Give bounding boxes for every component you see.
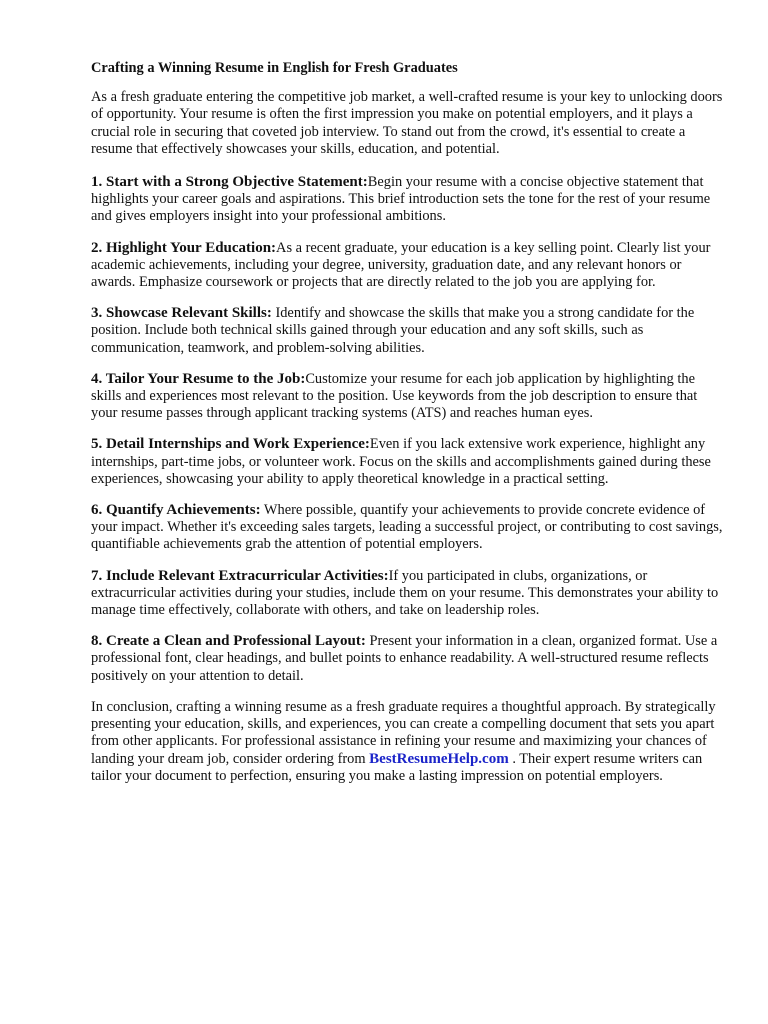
section-heading: 8. Create a Clean and Professional Layout: [91,633,366,650]
conclusion-text-end: . Their expert resume writers can tailor your document to perfection, ensuring you make a lasting impression on potential employers. [91,750,703,784]
section-internships [91,436,723,488]
section-heading: 3. Showcase Relevant Skills: [91,305,272,322]
section-body: Begin your resume with a concise objective statement that highlights your career goals and aspirations. This brief introduction sets the tone for the rest of your resume and gives employers insight into your professional ambitions. [91,174,711,225]
section-quantify [91,502,723,554]
section-body: As a recent graduate, your education is a key selling point. Clearly list your academic achievements, including your degree, university, graduation date, and any relevant honors or awards. Emphasize coursework or projects that are directly related to the job you are applying for. [91,239,711,291]
section-heading: 1. Start with a Strong Objective Statement: [91,174,368,191]
section-heading: 2. Highlight Your Education: [91,239,277,256]
section-body: Where possible, quantify your achievements to provide concrete evidence of your impact. Whether it's exceeding sales targets, leading a successful project, or contributing to cost savings, quantifiable achievements grab the attention of potential employers. [91,502,723,553]
section-body: Present your information in a clean, organized format. Use a professional font, clear headings, and bullet points to enhance readability. A well-structured resume reflects positively on your attention to detail. [91,633,718,684]
document-page [91,60,723,799]
section-heading: 6. Quantify Achievements: [91,502,261,519]
section-extracurricular [91,568,723,620]
section-body: Customize your resume for each job application by highlighting the skills and experiences most relevant to the position. Use keywords from the job description to ensure that your resume passes through applicant tracking systems (ATS) and reaches human eyes. [91,370,698,422]
section-objective [91,174,723,226]
section-heading: 5. Detail Internships and Work Experience: [91,436,370,453]
section-body: Identify and showcase the skills that make you a strong candidate for the position. Include both technical skills gained through your education and any soft skills, such as communication, teamwork, and problem-solving abilities. [91,305,695,356]
document-title: Crafting a Winning Resume in English for Fresh Graduates [91,60,458,76]
conclusion-text: In conclusion, crafting a winning resume as a fresh graduate requires a thoughtful approach. By strategically presenting your education, skills, and experiences, you can create a compelling document that sets you apart from other applicants. For professional assistance in refining your resume and maximizing your chances of landing your dream job, consider ordering from [91,698,716,767]
best-resume-help-link[interactable]: BestResumeHelp.com [369,750,509,767]
section-heading: 4. Tailor Your Resume to the Job: [91,370,306,387]
section-education [91,240,723,292]
section-heading: 7. Include Relevant Extracurricular Activities: [91,567,389,584]
section-skills [91,305,723,357]
section-tailor [91,371,723,423]
section-body: If you participated in clubs, organizations, or extracurricular activities during your studies, include them on your resume. This demonstrates your ability to manage time effectively, collaborate with others, and take on leadership roles. [91,567,719,619]
section-body: Even if you lack extensive work experience, highlight any internships, part-time jobs, or volunteer work. Focus on the skills and accomplishments gained during these experiences, showcasing your ability to apply theoretical knowledge in a practical setting. [91,436,711,487]
section-layout [91,633,723,685]
conclusion-paragraph [91,699,723,785]
intro-paragraph: As a fresh graduate entering the competitive job market, a well-crafted resume is your key to unlocking doors of opportunity. Your resume is often the first impression you make on potential employers, and it plays a crucial role in securing that coveted job interview. To stand out from the crowd, it's essential to create a resume that effectively showcases your skills, education, and potential. [91,89,723,157]
